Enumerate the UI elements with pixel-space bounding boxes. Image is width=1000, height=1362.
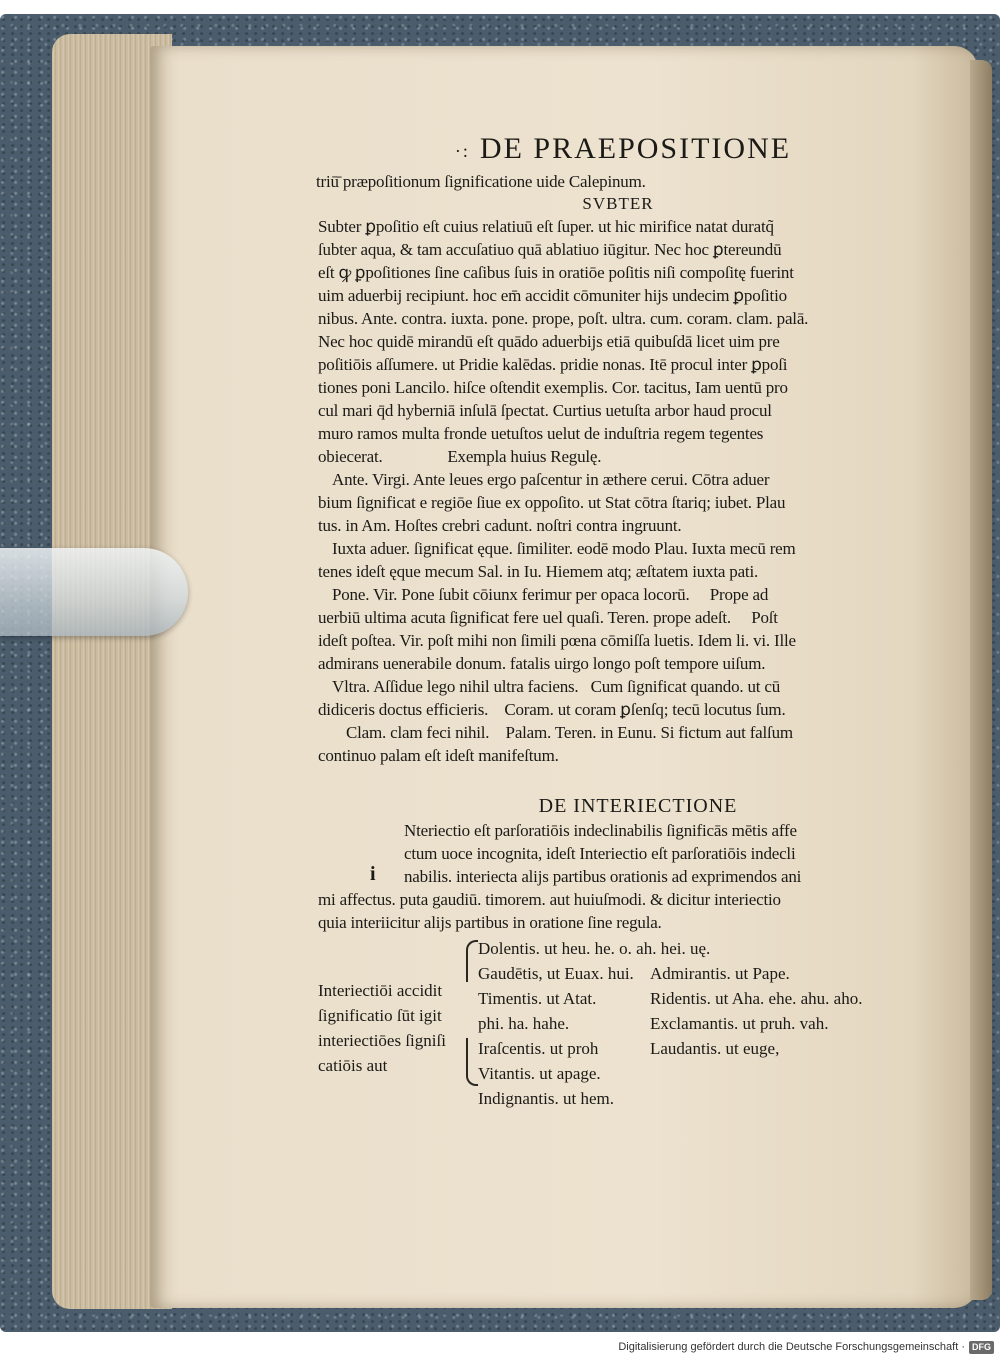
text-line: ideſt poſtea. Vir. poſt mihi non ſimili pœna cōmiſſa luetis. Idem li. vi. Ille: [318, 631, 796, 650]
table-cell: Iraſcentis. ut proh: [478, 1039, 599, 1058]
table-left-column: [318, 978, 446, 1078]
table-cell: interiectiōes ſigniſi: [318, 1031, 446, 1050]
table-cell: Admirantis. ut Pape.: [650, 964, 790, 983]
text-line: Nteriectio eſt parſoratiōis indeclinabilis ſignificās mētis affe: [404, 821, 797, 840]
table-cell: Exclamantis. ut pruh. vah.: [650, 1014, 829, 1033]
text-line: tiones poni Lancilo. hiſce oſtendit exemplis. Cor. tacitus, Iam uentū pro: [318, 378, 788, 397]
text-line: mi affectus. puta gaudiū. timorem. aut huiuſmodi. & dicitur interiectio: [318, 890, 781, 909]
dfg-logo-icon: DFG: [969, 1341, 994, 1354]
table-cell: Interiectiōi accidit: [318, 981, 443, 1000]
table-cell: Dolentis. ut heu. he. o. ah. hei. uę.: [478, 939, 711, 958]
text-line: Clam. clam feci nihil. Palam. Teren. in Eunu. Si fictum aut falſum: [346, 723, 793, 742]
text-line: ctum uoce incognita, ideſt Interiectio eſt parſoratiōis indecli: [404, 844, 796, 863]
footer-credit: Digitalisierung gefördert durch die Deutsche Forschungsgemeinschaft ·: [618, 1341, 965, 1353]
text-line: uim aduerbij recipiunt. hoc em̄ accidit cōmuniter hijs undecim ꝑpoſitio: [318, 286, 787, 305]
page-clip: [0, 548, 188, 636]
text-line: continuo palam eſt ideſt manifeſtum.: [318, 746, 559, 765]
table-column-two: [650, 961, 862, 1061]
table-cell: Indignantis. ut hem.: [478, 1089, 614, 1108]
text-line: Ante. Virgi. Ante leues ergo paſcentur in æthere cerui. Cōtra aduer: [332, 470, 770, 489]
text-line: muro ramos multa fronde uetuſtos uelut de induſtria regem tegentes: [318, 424, 764, 443]
table-cell: ſignificatio ſūt igit: [318, 1006, 442, 1025]
text-line: Subter ꝑpoſitio eſt cuius relatiuū eſt ſuper. ut hic mirifice natat duratq̃: [318, 217, 774, 236]
text-line: eſt ꝙ ꝑpoſitiones ſine caſibus ſuis in oratiōe poſitis niſi compoſitę fuerint: [318, 263, 794, 282]
text-line: obiecerat. Exempla huius Regulę.: [318, 447, 602, 466]
drop-cap: i: [370, 863, 376, 885]
table-cell: Gaudētis, ut Euax. hui.: [478, 964, 634, 983]
text-line: cul mari q̄d hyberniā inſulā ſpectat. Curtius uetuſta arbor haud procul: [318, 401, 772, 420]
table-cell: Timentis. ut Atat.: [478, 989, 597, 1008]
page-heading: ·: DE PRAEPOSITIONE: [454, 132, 792, 165]
text-line: poſitiōis aſſumere. ut Pridie kalēdas. pridie nonas. Itē procul inter ꝑpoſi: [318, 355, 788, 374]
text-line: uerbiū ultima acuta ſignificat fere uel quaſi. Teren. prope adeſt. Poſt: [318, 608, 778, 627]
digitization-footer: [618, 1338, 994, 1356]
text-line: bium ſignificat e regiōe ſiue ex oppoſito. ut Stat cōtra ſtariq; iubet. Plau: [318, 493, 786, 512]
interjection-table: [318, 936, 918, 1108]
subter-paragraph: [318, 215, 918, 468]
table-cell: phi. ha. hahe.: [478, 1014, 570, 1033]
text-line: Vltra. Aſſidue lego nihil ultra faciens. Cum ſignificat quando. ut cū: [332, 677, 781, 696]
table-cell: Ridentis. ut Aha. ehe. ahu. aho.: [650, 989, 863, 1008]
table-cell: catiōis aut: [318, 1056, 388, 1075]
text-line: Nec hoc quidē mirandū eſt quādo aduerbijs etiā quibuſdā licet uim pre: [318, 332, 780, 351]
text-line: Pone. Vir. Pone ſubit cōiunx ferimur per opaca locorū. Prope ad: [332, 585, 769, 604]
heading-text: DE PRAEPOSITIONE: [479, 132, 792, 165]
book-gutter: [970, 60, 992, 1300]
text-line: nabilis. interiecta alijs partibus orationis ad exprimendos ani: [404, 867, 802, 886]
page-text: [316, 132, 918, 1108]
rule-paragraph: [318, 468, 918, 767]
text-line: admirans uenerabile donum. fatalis uirgo longo poſt tempore uiſum.: [318, 654, 766, 673]
text-line: tus. in Am. Hoſtes crebri cadunt. noſtri contra ingruunt.: [318, 516, 682, 535]
section-title-interiectione: DE INTERIECTIONE: [538, 795, 738, 817]
text-line: nibus. Ante. contra. iuxta. pone. prope, poſt. ultra. cum. coram. clam. palā.: [318, 309, 809, 328]
table-cell: Vitantis. ut apage.: [478, 1064, 601, 1083]
text-line: Iuxta aduer. ſignificat ęque. ſimiliter. eodē modo Plau. Iuxta mecū rem: [332, 539, 796, 558]
table-cell: Laudantis. ut euge,: [650, 1039, 780, 1058]
brace-top: [466, 940, 478, 982]
text-line: didiceris doctus efficieris. Coram. ut coram ꝑſenſq; tecū locutus ſum.: [318, 700, 786, 719]
text-line: ſubter aqua, & tam accuſatiuo quā ablatiuo iūgitur. Nec hoc ꝑtereundū: [318, 240, 782, 259]
section-title-subter: SVBTER: [582, 194, 654, 213]
spacer: [318, 767, 918, 787]
text-line: quia interiicitur alijs partibus in oratione ſine regula.: [318, 913, 662, 932]
intro-line: triū̄ præpoſitionum ſignificatione uide Calepinum.: [316, 172, 646, 191]
interiectione-paragraph: [318, 819, 918, 934]
brace-bottom: [466, 1038, 478, 1086]
text-line: tenes ideſt ęque mecum Sal. in Iu. Hiemem atq; æſtatem iuxta pati.: [318, 562, 759, 581]
